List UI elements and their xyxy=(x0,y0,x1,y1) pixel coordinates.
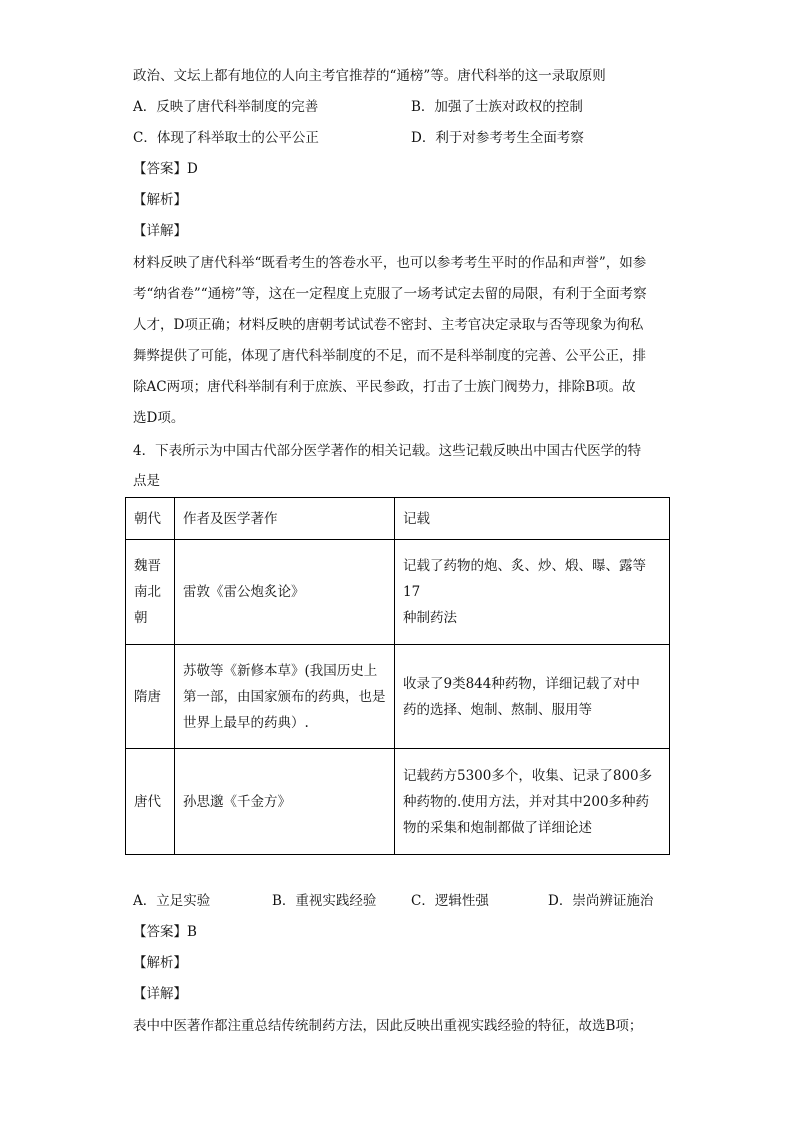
medical-works-table xyxy=(125,497,670,855)
q4-option-b: B．重视实践经验 xyxy=(272,893,377,909)
table-header-cell: 记载 xyxy=(395,498,670,540)
q3-option-a: A．反映了唐代科举制度的完善 xyxy=(133,99,319,115)
q4-option-c: C．逻辑性强 xyxy=(411,893,489,909)
q3-answer: 【答案】D xyxy=(133,161,198,177)
table-header-row xyxy=(126,498,670,540)
q3-detail-label: 【详解】 xyxy=(133,223,187,239)
table-row xyxy=(126,749,670,855)
dynasty-cell: 唐代 xyxy=(126,749,175,855)
q3-analysis-label: 【解析】 xyxy=(133,192,187,208)
q4-option-a: A．立足实验 xyxy=(133,893,211,909)
record-cell: 记载药方5300多个，收集、记录了800多 种药物的.使用方法，并对其中200多种药 物的采集和炮制都做了详细论述 xyxy=(395,749,670,855)
q3-detail-line: 人才，D项正确；材料反映的唐朝考试试卷不密封、主考官决定录取与否等现象为徇私 xyxy=(133,317,644,333)
record-cell: 收录了9类844种药物，详细记载了对中 药的选择、炮制、熬制、服用等 xyxy=(395,645,670,749)
q4-detail-line: 表中中医著作都注重总结传统制药方法，因此反映出重视实践经验的特征，故选B项； xyxy=(133,1018,643,1034)
table-header-cell: 作者及医学著作 xyxy=(175,498,395,540)
q4-stem-line: 点是 xyxy=(133,473,160,489)
dynasty-cell: 魏晋 南北 朝 xyxy=(126,540,175,645)
q3-detail-line: 考“纳省卷”“通榜”等，这在一定程度上克服了一场考试定去留的局限，有利于全面考察 xyxy=(133,286,647,302)
record-cell: 记载了药物的炮、炙、炒、煅、曝、露等17 种制药法 xyxy=(395,540,670,645)
q4-option-d: D．崇尚辨证施治 xyxy=(548,893,654,909)
q3-option-d: D．利于对参考考生全面考察 xyxy=(411,130,584,146)
table-header-cell: 朝代 xyxy=(126,498,175,540)
q3-option-b: B．加强了士族对政权的控制 xyxy=(411,99,583,115)
q4-analysis-label: 【解析】 xyxy=(133,955,187,971)
q3-detail-line: 舞弊提供了可能，体现了唐代科举制度的不足，而不是科举制度的完善、公平公正，排 xyxy=(133,348,646,364)
q3-option-c: C．体现了科举取士的公平公正 xyxy=(133,130,319,146)
q3-detail-line: 除AC两项；唐代科举制有利于庶族、平民参政，打击了士族门阀势力，排除B项。故 xyxy=(133,379,636,395)
q3-detail-line: 材料反映了唐代科举“既看考生的答卷水平，也可以参考考生平时的作品和声誉”，如参 xyxy=(133,255,647,271)
work-cell: 雷敦《雷公炮炙论》 xyxy=(175,540,395,645)
work-cell: 孙思邈《千金方》 xyxy=(175,749,395,855)
q4-detail-label: 【详解】 xyxy=(133,986,187,1002)
q4-stem-line: 4．下表所示为中国古代部分医学著作的相关记载。这些记载反映出中国古代医学的特 xyxy=(133,443,642,459)
q3-stem-tail: 政治、文坛上都有地位的人向主考官推荐的“通榜”等。唐代科举的这一录取原则 xyxy=(133,68,606,84)
dynasty-cell: 隋唐 xyxy=(126,645,175,749)
work-cell: 苏敬等《新修本草》(我国历史上 第一部，由国家颁布的药典，也是 世界上最早的药典）. xyxy=(175,645,395,749)
table-row xyxy=(126,645,670,749)
table-row xyxy=(126,540,670,645)
q3-detail-line: 选D项。 xyxy=(133,410,185,426)
q4-answer: 【答案】B xyxy=(133,924,197,940)
